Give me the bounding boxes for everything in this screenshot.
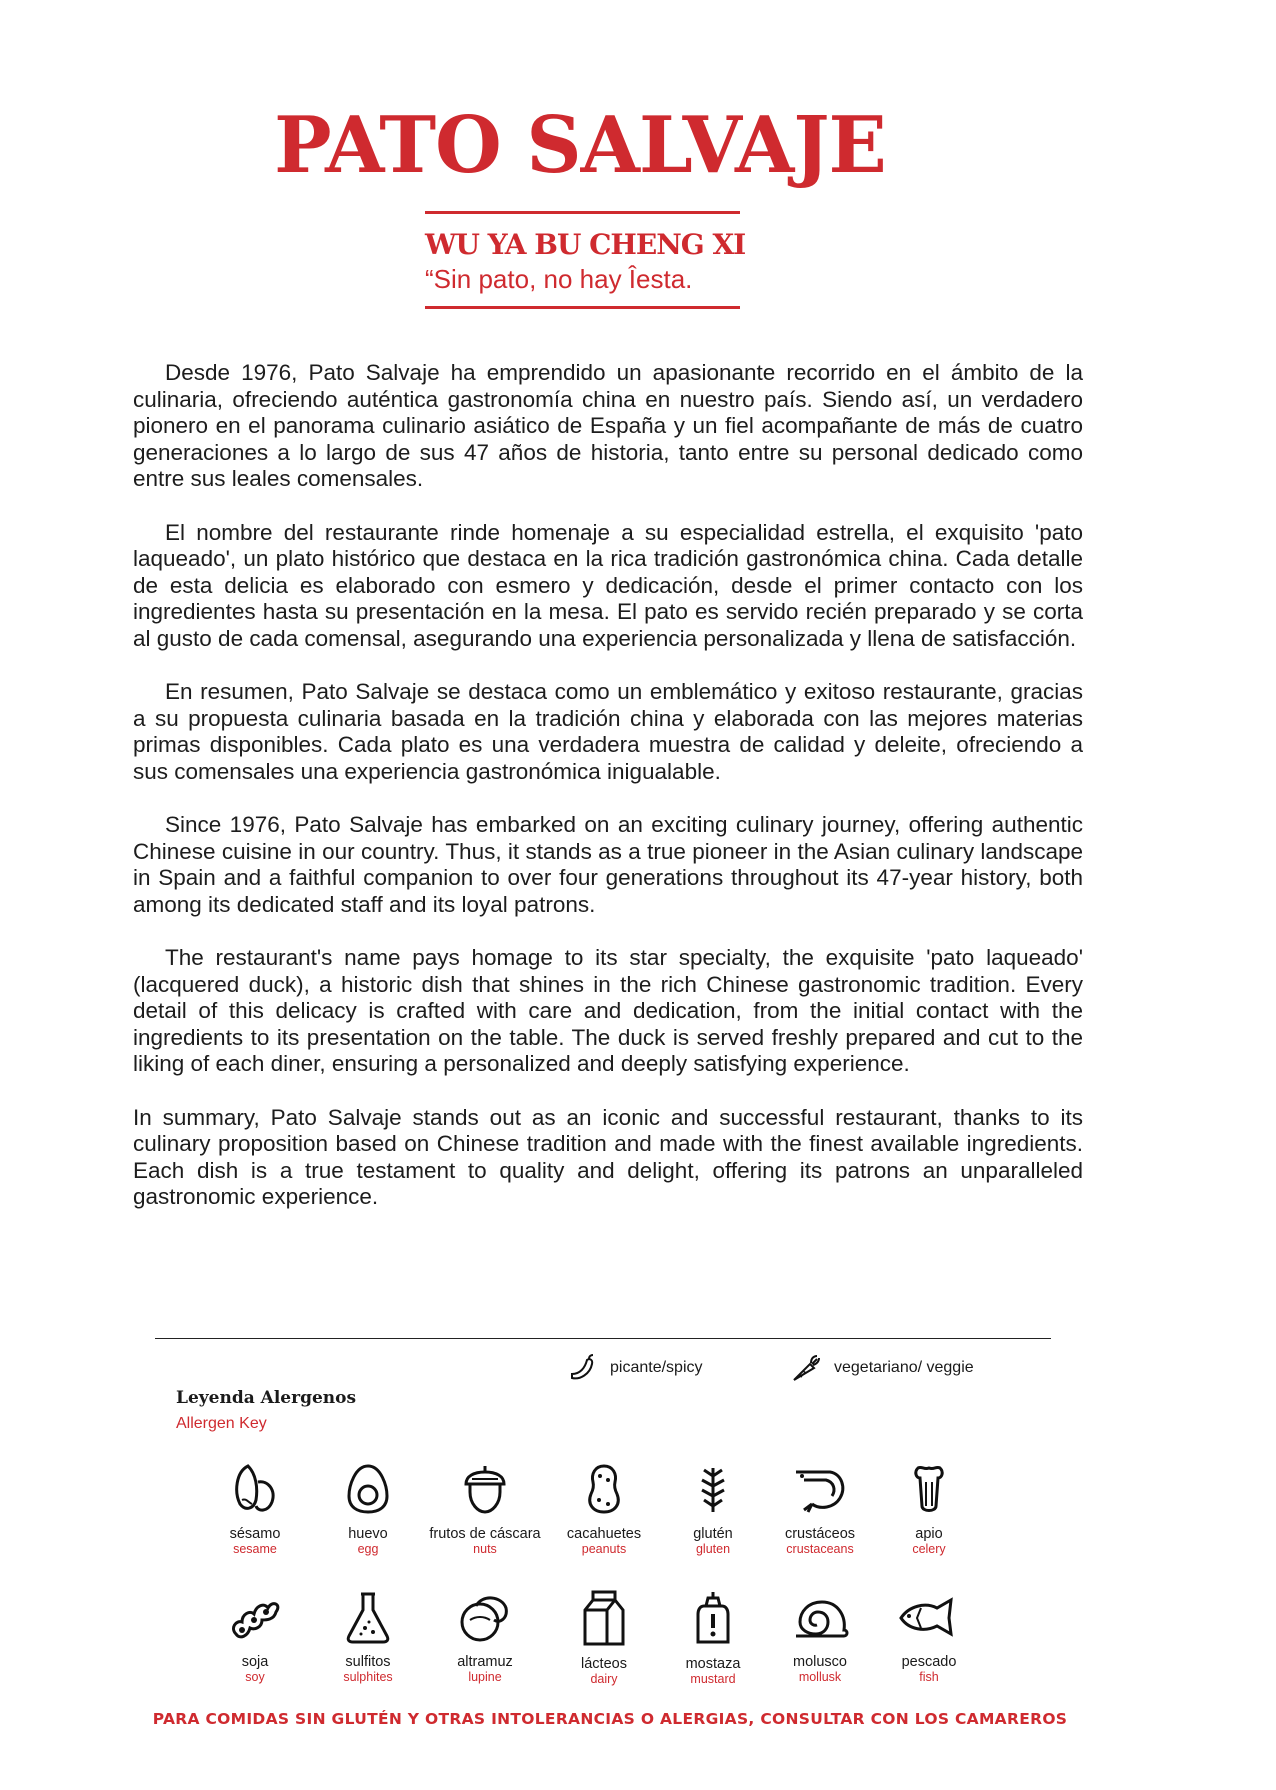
allergen-label-es: sulfitos <box>345 1654 391 1670</box>
allergen-label-es: cacahuetes <box>566 1526 642 1542</box>
allergen-label-en: nuts <box>473 1542 497 1556</box>
title-rule-bottom <box>425 306 740 309</box>
paragraph-en-1: Since 1976, Pato Salvaje has embarked on an exciting culinary journey, offering authentic Chinese cuisine in our country. Thus, it stands as a true pioneer in the Asian culinary landscape in Spain and a faithful companion to over four generations throughout its 47-year history, both among its dedicated staff and its loyal patrons. <box>133 812 1083 917</box>
paragraph-es-1: Desde 1976, Pato Salvaje ha emprendido un apasionante recorrido en el ámbito de la culinaria, ofreciendo auténtica gastronomía china en nuestro país. Siendo así, un verdadero pionero en el panorama culinario asiático de España y un fiel acompañante de más de cuatro generaciones a lo largo de sus 47 años de historia, tanto entre su personal dedicado como entre sus leales comensales. <box>133 360 1083 491</box>
chili-icon <box>566 1352 598 1384</box>
allergen-label-en: crustaceans <box>786 1542 854 1556</box>
allergen-gluten <box>653 1462 773 1556</box>
allergy-notice: PARA COMIDAS SIN GLUTÉN Y OTRAS INTOLERANCIAS O ALERGIAS, CONSULTAR CON LOS CAMAREROS <box>152 1710 1068 1728</box>
allergen-lupine <box>425 1590 545 1684</box>
carrot-icon <box>790 1352 822 1384</box>
veggie-legend <box>790 1352 974 1384</box>
page-title: PATO SALVAJE <box>274 100 886 191</box>
veggie-label: vegetariano/ veggie <box>834 1359 974 1376</box>
peanut-icon <box>579 1462 629 1516</box>
milk-carton-icon <box>579 1590 629 1646</box>
allergen-label-en: lupine <box>468 1670 502 1684</box>
allergen-label-en: soy <box>245 1670 265 1684</box>
shrimp-icon <box>790 1462 850 1516</box>
legend-divider <box>155 1338 1051 1339</box>
allergen-label-en: fish <box>919 1670 939 1684</box>
allergen-label-es: glutén <box>693 1526 733 1542</box>
title-rule-top <box>425 211 740 214</box>
allergen-label-en: mustard <box>690 1672 736 1686</box>
allergen-label-en: celery <box>912 1542 946 1556</box>
lupine-icon <box>458 1590 512 1644</box>
allergen-label-es: huevo <box>348 1526 388 1542</box>
allergen-sulphites <box>308 1590 428 1684</box>
sesame-icon <box>230 1462 280 1516</box>
allergen-mollusk <box>760 1590 880 1684</box>
egg-icon <box>343 1462 393 1516</box>
allergen-celery <box>869 1462 989 1556</box>
allergen-label-en: peanuts <box>581 1542 627 1556</box>
snail-icon <box>790 1590 850 1644</box>
flask-icon <box>343 1590 393 1644</box>
allergen-peanuts <box>544 1462 664 1556</box>
allergen-mustard <box>653 1590 773 1686</box>
legend-title: Leyenda Alergenos <box>176 1388 357 1408</box>
allergen-dairy <box>544 1590 664 1686</box>
description-body <box>133 360 1083 1238</box>
allergen-label-es: apio <box>915 1526 943 1542</box>
allergen-label-es: altramuz <box>457 1654 513 1670</box>
allergen-sesame <box>195 1462 315 1556</box>
subtitle: WU YA BU CHENG XI <box>425 228 746 261</box>
motto: “Sin pato, no hay Îesta. <box>425 264 693 294</box>
soy-icon <box>228 1590 282 1644</box>
acorn-icon <box>460 1462 510 1516</box>
allergen-crustaceans <box>760 1462 880 1556</box>
paragraph-es-3: En resumen, Pato Salvaje se destaca como un emblemático y exitoso restaurante, gracias a su propuesta culinaria basada en la tradición china y elaborada con las mejores materias primas disponibles. Cada plato es una verdadera muestra de calidad y deleite, ofreciendo a sus comensales una experiencia gastronómica inigualable. <box>133 679 1083 784</box>
allergen-nuts <box>425 1462 545 1556</box>
allergen-label-en: dairy <box>590 1672 618 1686</box>
allergen-label-en: gluten <box>695 1542 731 1556</box>
legend-subtitle: Allergen Key <box>176 1415 267 1432</box>
allergen-label-es: crustáceos <box>784 1526 856 1542</box>
allergen-label-es: lácteos <box>581 1656 627 1672</box>
allergen-label-es: frutos de cáscara <box>429 1526 541 1542</box>
fish-icon <box>897 1590 961 1644</box>
mustard-bottle-icon <box>688 1590 738 1646</box>
allergen-fish <box>869 1590 989 1684</box>
allergen-label-es: molusco <box>793 1654 847 1670</box>
wheat-icon <box>688 1462 738 1516</box>
paragraph-es-2: El nombre del restaurante rinde homenaje a su especialidad estrella, el exquisito 'pato laqueado', un plato histórico que destaca en la rica tradición gastronómica china. Cada detalle de esta delicia es elaborado con esmero y dedicación, desde el primer contacto con los ingredientes hasta su presentación en la mesa. El pato es servido recién preparado y se corta al gusto de cada comensal, asegurando una experiencia personalizada y llena de satisfacción. <box>133 519 1083 651</box>
allergen-label-es: pescado <box>901 1654 957 1670</box>
spicy-label: picante/spicy <box>610 1359 703 1376</box>
allergen-label-es: soja <box>241 1654 269 1670</box>
allergen-label-en: sesame <box>233 1542 277 1556</box>
allergen-label-en: egg <box>357 1542 379 1556</box>
allergen-label-en: sulphites <box>343 1670 393 1684</box>
allergen-label-en: mollusk <box>798 1670 842 1684</box>
allergen-label-es: mostaza <box>685 1656 741 1672</box>
spicy-legend <box>566 1352 703 1384</box>
paragraph-en-3: In summary, Pato Salvaje stands out as an iconic and successful restaurant, thanks to its culinary proposition based on Chinese tradition and made with the finest available ingredients. Each dish is a true testament to quality and delight, offering its patrons an unparalleled gastronomic experience. <box>133 1104 1083 1209</box>
allergen-label-es: sésamo <box>229 1526 281 1542</box>
celery-icon <box>904 1462 954 1516</box>
allergen-egg <box>308 1462 428 1556</box>
allergen-soy <box>195 1590 315 1684</box>
paragraph-en-2: The restaurant's name pays homage to its star specialty, the exquisite 'pato laqueado' (lacquered duck), a historic dish that shines in the rich Chinese gastronomic tradition. Every detail of this delicacy is crafted with care and dedication, from the initial contact with the ingredients to its presentation on the table. The duck is served freshly prepared and cut to the liking of each diner, ensuring a personalized and deeply satisfying experience. <box>133 945 1083 1076</box>
